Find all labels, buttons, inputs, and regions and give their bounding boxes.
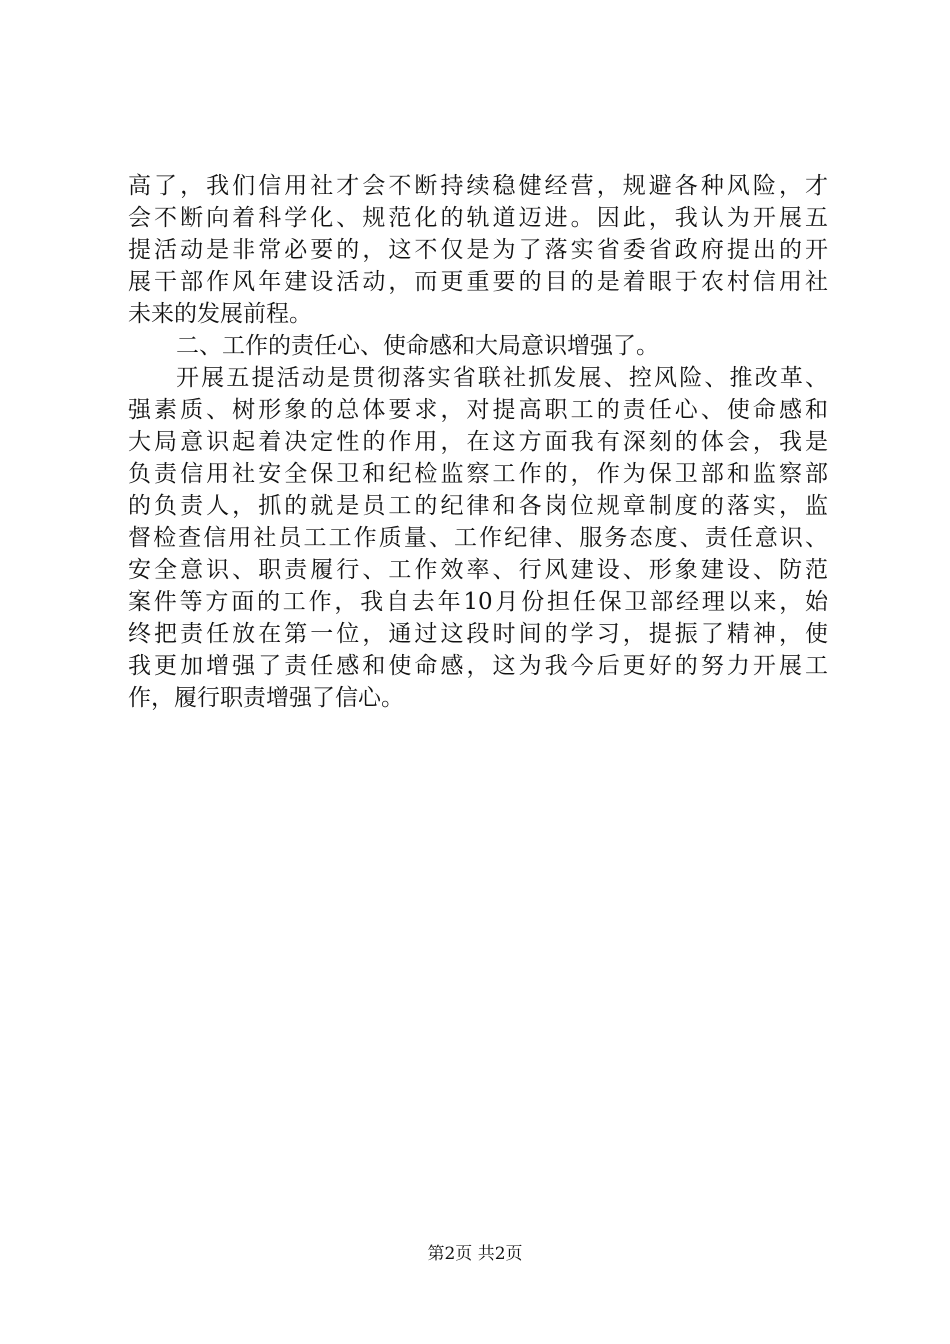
text-line: 终把责任放在第一位，通过这段时间的学习，提振了精神，使 (128, 621, 828, 647)
text-line: 作，履行职责增强了信心。 (128, 685, 404, 711)
text-line: 提活动是非常必要的，这不仅是为了落实省委省政府提出的开 (128, 237, 828, 263)
body-text (128, 170, 828, 714)
text-line: 的负责人，抓的就是员工的纪律和各岗位规章制度的落实，监 (128, 493, 828, 519)
text-line: 未来的发展前程。 (128, 301, 312, 327)
page-number-footer: 第2页 共2页 (427, 1244, 523, 1264)
section-heading: 二、工作的责任心、使命感和大局意识增强了。 (176, 333, 659, 359)
text-line: 会不断向着科学化、规范化的轨道迈进。因此，我认为开展五 (128, 205, 828, 231)
text-line: 负责信用社安全保卫和纪检监察工作的，作为保卫部和监察部 (128, 461, 828, 487)
text-line: 强素质、树形象的总体要求，对提高职工的责任心、使命感和 (128, 397, 828, 423)
text-line: 高了，我们信用社才会不断持续稳健经营，规避各种风险，才 (128, 173, 828, 199)
text-line: 督检查信用社员工工作质量、工作纪律、服务态度、责任意识、 (128, 525, 828, 551)
text-line: 安全意识、职责履行、工作效率、行风建设、形象建设、防范 (128, 557, 828, 583)
text-line: 我更加增强了责任感和使命感，这为我今后更好的努力开展工 (128, 653, 828, 679)
text-line: 开展五提活动是贯彻落实省联社抓发展、控风险、推改革、 (176, 365, 828, 391)
text-line: 展干部作风年建设活动，而更重要的目的是着眼于农村信用社 (128, 269, 828, 295)
text-line: 案件等方面的工作，我自去年10月份担任保卫部经理以来，始 (128, 589, 828, 615)
text-line: 大局意识起着决定性的作用，在这方面我有深刻的体会，我是 (128, 429, 828, 455)
